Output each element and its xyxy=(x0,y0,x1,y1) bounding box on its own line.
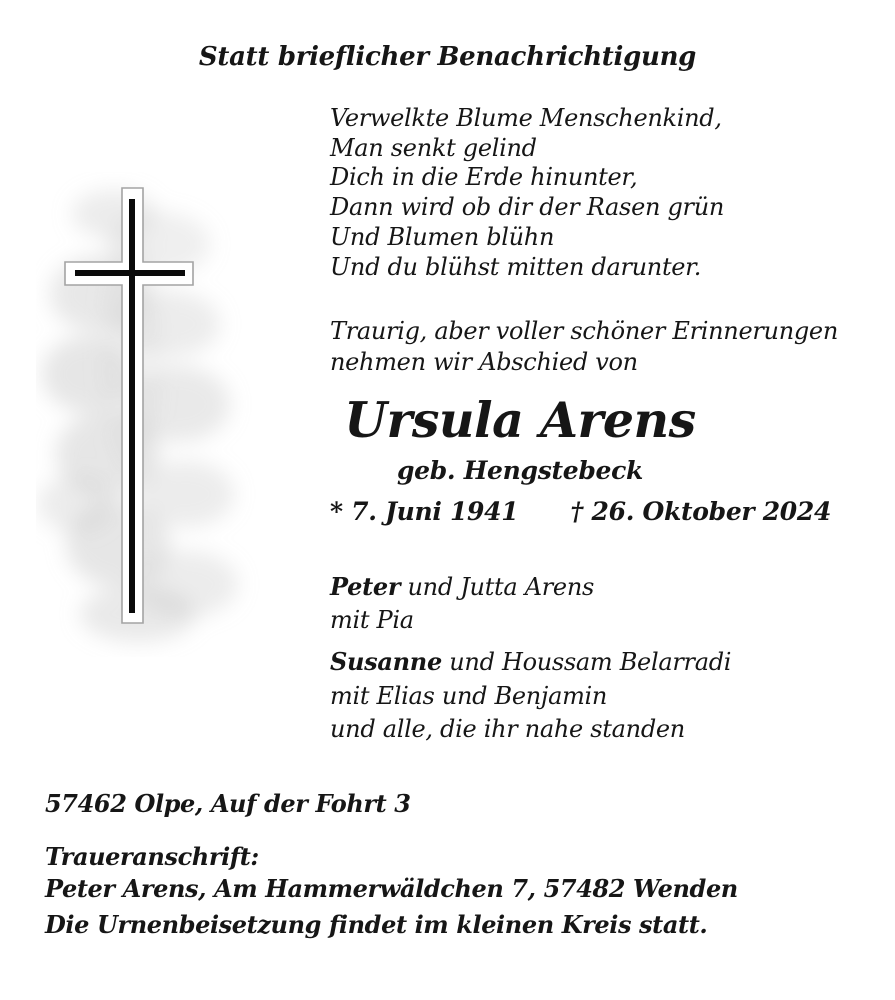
condolence-label: Traueranschrift: xyxy=(45,842,259,871)
mourner-line: und alle, die ihr nahe standen xyxy=(330,715,685,743)
farewell-intro-line: nehmen wir Abschied von xyxy=(330,348,638,376)
mourner-line xyxy=(330,570,594,604)
condolence-address: Peter Arens, Am Hammerwäldchen 7, 57482 Wenden xyxy=(45,874,738,903)
memorial-poem xyxy=(330,104,724,282)
poem-line: Man senkt gelind xyxy=(330,133,537,162)
poem-line: Dich in die Erde hinunter, xyxy=(330,163,638,192)
residence-address: 57462 Olpe, Auf der Fohrt 3 xyxy=(45,789,411,818)
ceremony-note: Die Urnenbeisetzung findet im kleinen Kreis statt. xyxy=(45,910,708,939)
condolence-address-block xyxy=(45,841,738,905)
preface-line: Statt brieflicher Benachrichtigung xyxy=(198,42,697,72)
mourner-rest: und Houssam Belarradi xyxy=(441,648,732,676)
birth-date: * 7. Juni 1941 xyxy=(330,497,519,526)
mourner-lead-name: Susanne xyxy=(330,647,442,676)
mourner-line: mit Pia xyxy=(330,606,414,634)
poem-line: Verwelkte Blume Menschenkind, xyxy=(330,104,722,132)
mourner-rest: und Jutta Arens xyxy=(400,573,595,601)
death-date: † 26. Oktober 2024 xyxy=(570,497,832,526)
farewell-intro-line: Traurig, aber voller schöner Erinnerungen xyxy=(330,317,838,345)
life-dates xyxy=(330,497,831,526)
deceased-name: Ursula Arens xyxy=(344,391,696,449)
maiden-name: geb. Hengstebeck xyxy=(396,456,644,485)
poem-line: Dann wird ob dir der Rasen grün xyxy=(330,193,725,222)
memorial-cross-icon xyxy=(36,172,261,657)
mourner-line xyxy=(330,645,731,680)
farewell-intro xyxy=(330,316,838,378)
mourners-group-2 xyxy=(330,645,731,747)
mourner-lead-name: Peter xyxy=(330,572,401,601)
poem-line: Und du blühst mitten darunter. xyxy=(330,252,702,281)
mourners-group-1 xyxy=(330,570,594,637)
poem-line: Und Blumen blühn xyxy=(330,222,555,251)
mourner-line: mit Elias und Benjamin xyxy=(330,681,608,710)
